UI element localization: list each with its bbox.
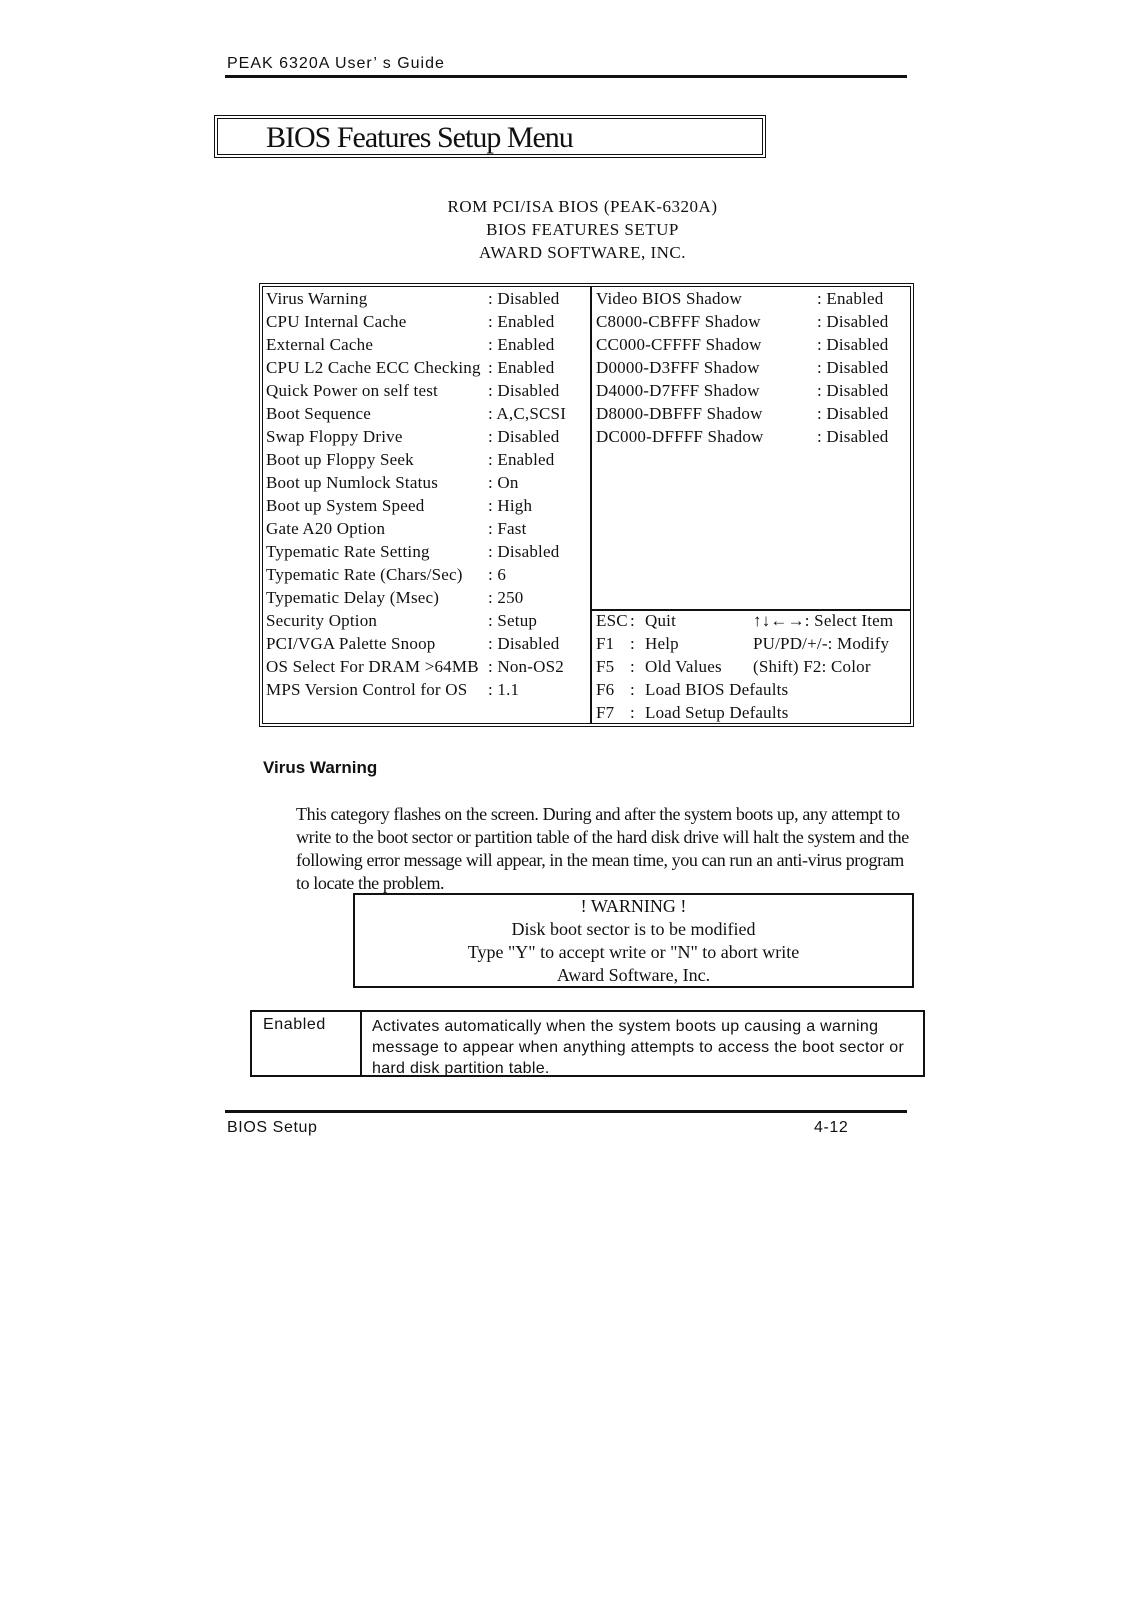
- page-title: BIOS Features Setup Menu: [266, 121, 573, 154]
- option-table: [250, 1010, 925, 1077]
- setting-label: PCI/VGA Palette Snoop: [266, 634, 436, 653]
- bios-header-line: ROM PCI/ISA BIOS (PEAK-6320A): [447, 197, 718, 216]
- setting-label: Swap Floppy Drive: [266, 427, 403, 446]
- setting-label: OS Select For DRAM >64MB: [266, 657, 479, 676]
- setting-value: : A,C,SCSI: [488, 404, 567, 423]
- help-desc: Help: [645, 634, 679, 653]
- setting-value: : Disabled: [817, 404, 889, 423]
- header-rule: [225, 75, 907, 78]
- help-key: ESC: [596, 611, 628, 630]
- help-desc: Quit: [645, 611, 677, 630]
- footer-left: BIOS Setup: [227, 1119, 318, 1136]
- warning-box: [353, 893, 914, 988]
- setting-value: : Enabled: [488, 358, 555, 377]
- option-name: Enabled: [263, 1016, 326, 1033]
- setting-value: : Disabled: [488, 427, 560, 446]
- help-colon: :: [630, 611, 635, 630]
- setting-label: D0000-D3FFF Shadow: [596, 358, 760, 377]
- warning-line: ! WARNING !: [580, 896, 687, 916]
- setting-value: : Disabled: [488, 542, 560, 561]
- help-colon: :: [630, 703, 635, 722]
- setting-value: : Fast: [488, 519, 527, 538]
- help-key: F1: [596, 634, 615, 653]
- option-divider: [360, 1012, 362, 1075]
- help-right: (Shift) F2: Color: [753, 657, 871, 676]
- setting-label: D8000-DBFFF Shadow: [596, 404, 763, 423]
- setting-value: : Setup: [488, 611, 538, 630]
- page-header: PEAK 6320A User’ s Guide: [227, 55, 445, 72]
- help-desc: Load BIOS Defaults: [645, 680, 789, 699]
- setting-label: DC000-DFFFF Shadow: [596, 427, 764, 446]
- setting-value: : Enabled: [817, 289, 884, 308]
- setting-value: : High: [488, 496, 533, 515]
- setting-value: : Enabled: [488, 312, 555, 331]
- footer-rule: [225, 1110, 907, 1113]
- setting-label: Gate A20 Option: [266, 519, 386, 538]
- setting-label: Boot up Floppy Seek: [266, 450, 414, 469]
- help-key: F7: [596, 703, 615, 722]
- help-desc: Old Values: [645, 657, 722, 676]
- setting-value: : Disabled: [488, 289, 560, 308]
- warning-line: Award Software, Inc.: [556, 965, 711, 985]
- help-colon: :: [630, 680, 635, 699]
- bios-header: [0, 195, 1133, 264]
- setting-label: MPS Version Control for OS: [266, 680, 468, 699]
- bios-header-line: BIOS FEATURES SETUP: [486, 220, 679, 239]
- setting-value: : On: [488, 473, 519, 492]
- setting-label: CPU L2 Cache ECC Checking: [266, 358, 481, 377]
- setting-label: Video BIOS Shadow: [596, 289, 742, 308]
- setting-value: : Enabled: [488, 335, 555, 354]
- setting-value: : Enabled: [488, 450, 555, 469]
- setting-label: Typematic Delay (Msec): [266, 588, 440, 607]
- setting-value: : 1.1: [488, 680, 520, 699]
- setting-value: : Disabled: [488, 381, 560, 400]
- warning-line: Disk boot sector is to be modified: [511, 919, 756, 939]
- section-heading: Virus Warning: [263, 758, 378, 777]
- setting-label: CC000-CFFFF Shadow: [596, 335, 762, 354]
- setting-label: Quick Power on self test: [266, 381, 438, 400]
- setting-label: Security Option: [266, 611, 378, 630]
- setting-value: : Disabled: [817, 312, 889, 331]
- title-box: [214, 115, 766, 158]
- setting-label: D4000-D7FFF Shadow: [596, 381, 760, 400]
- setting-value: : Disabled: [817, 381, 889, 400]
- help-key: F5: [596, 657, 615, 676]
- section-paragraph: This category flashes on the screen. During and after the system boots up, any attempt to write to the boot sector or partition table of the hard disk drive will halt the system and the following error message will appear, in the mean time, you can run an anti-virus program to locate the problem.: [296, 804, 909, 893]
- setting-label: Typematic Rate (Chars/Sec): [266, 565, 463, 584]
- setting-value: : Disabled: [817, 335, 889, 354]
- page-number: 4-12: [814, 1119, 849, 1136]
- setting-label: Boot up System Speed: [266, 496, 425, 515]
- setting-label: External Cache: [266, 335, 374, 354]
- setting-label: C8000-CBFFF Shadow: [596, 312, 761, 331]
- help-desc: Load Setup Defaults: [645, 703, 789, 722]
- setting-label: Typematic Rate Setting: [266, 542, 430, 561]
- bios-header-line: AWARD SOFTWARE, INC.: [479, 243, 686, 262]
- help-right: PU/PD/+/-: Modify: [753, 634, 890, 653]
- help-key: F6: [596, 680, 615, 699]
- setting-label: Boot up Numlock Status: [266, 473, 439, 492]
- setting-value: : Non-OS2: [488, 657, 564, 676]
- column-divider: [590, 287, 592, 723]
- warning-line: Type "Y" to accept write or "N" to abort write: [467, 942, 800, 962]
- setting-value: : Disabled: [817, 358, 889, 377]
- help-colon: :: [630, 657, 635, 676]
- option-description: Activates automatically when the system boots up causing a warning message to appear when anything attempts to access the boot sector or hard disk partition table.: [372, 1018, 905, 1077]
- setting-label: Boot Sequence: [266, 404, 372, 423]
- setting-value: : 6: [488, 565, 507, 584]
- help-right: ↑↓←→: Select Item: [753, 611, 894, 630]
- setting-value: : 250: [488, 588, 524, 607]
- setting-value: : Disabled: [488, 634, 560, 653]
- setting-value: : Disabled: [817, 427, 889, 446]
- help-colon: :: [630, 634, 635, 653]
- bios-settings-table: [259, 283, 914, 727]
- setting-label: CPU Internal Cache: [266, 312, 407, 331]
- setting-label: Virus Warning: [266, 289, 368, 308]
